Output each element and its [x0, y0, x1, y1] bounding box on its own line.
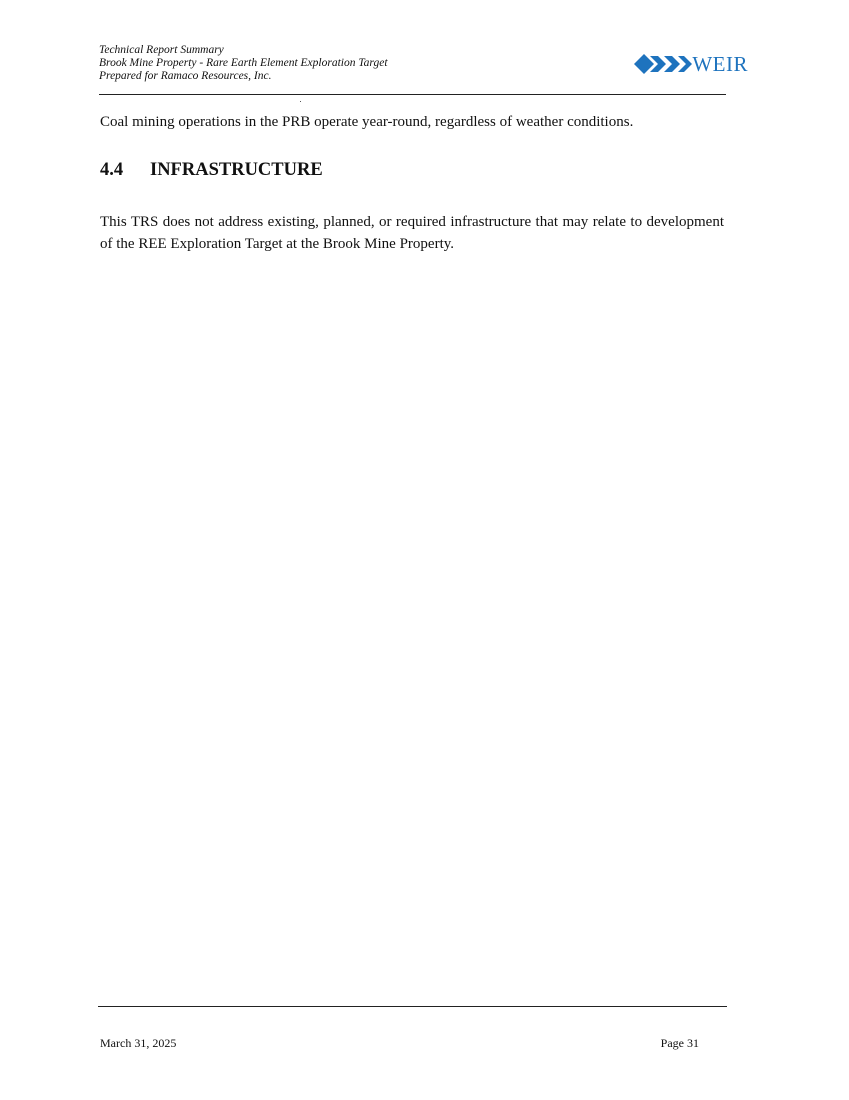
section-heading	[100, 158, 323, 182]
weir-logo	[632, 51, 748, 77]
page-header	[99, 44, 748, 95]
paragraph-operations: Coal mining operations in the PRB operate year-round, regardless of weather conditions.	[100, 114, 634, 130]
stray-mark	[300, 101, 301, 102]
section-title: INFRASTRUCTURE	[150, 160, 323, 180]
page-number: Page 31	[660, 1036, 699, 1050]
header-property-title: Brook Mine Property - Rare Earth Element Exploration Target	[99, 57, 388, 69]
chevron-diamond-logo-icon	[632, 52, 694, 76]
footer-date: March 31, 2025	[100, 1036, 177, 1050]
paragraph-infrastructure: This TRS does not address existing, planned, or required infrastructure that may relate to development of the REE Exploration Target at the Brook Mine Property.	[100, 214, 724, 252]
header-prepared-for: Prepared for Ramaco Resources, Inc.	[99, 70, 272, 82]
section-number: 4.4	[100, 160, 124, 180]
header-report-title: Technical Report Summary	[99, 44, 224, 56]
header-text	[99, 44, 388, 83]
footer-divider	[98, 1006, 727, 1007]
logo-wordmark: WEIR	[692, 51, 748, 76]
